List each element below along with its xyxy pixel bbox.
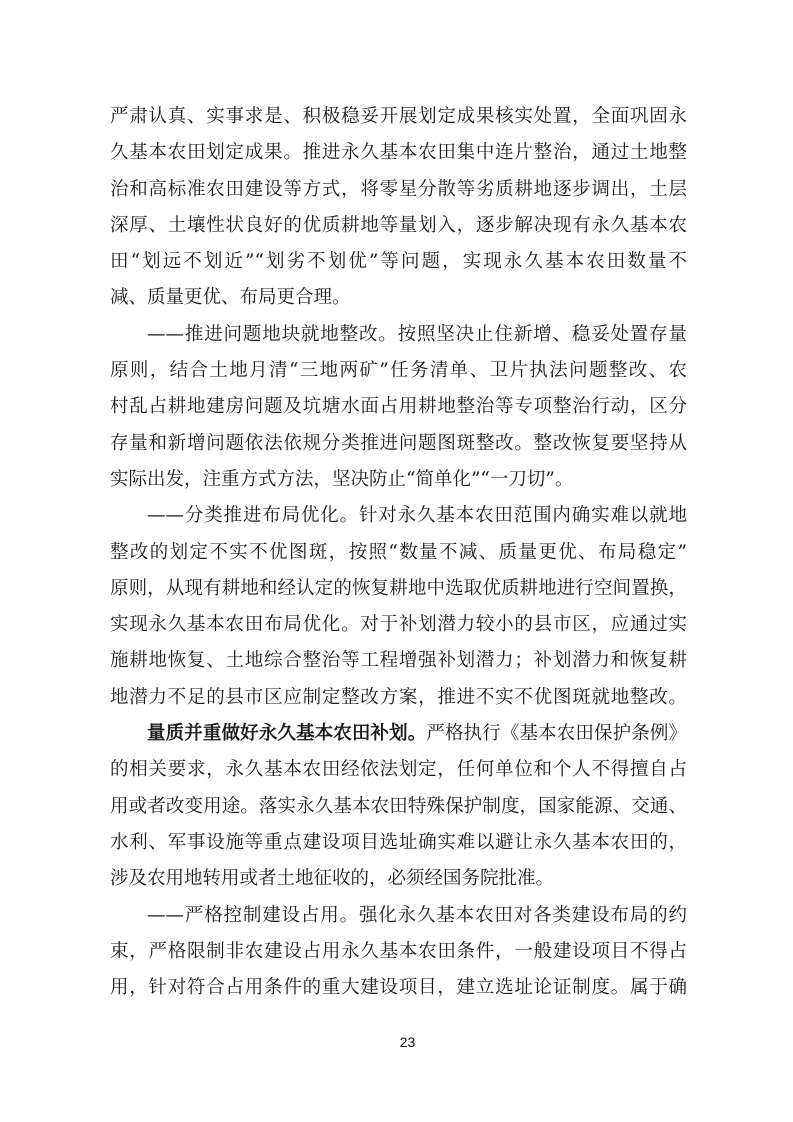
body-text: 的相关要求，永久基本农田经依法划定，任何单位和个人不得擅自占 [110,759,687,781]
body-text: 原则，从现有耕地和经认定的恢复耕地中选取优质耕地进行空间置换， [110,577,687,599]
body-text: 严肃认真、实事求是、积极稳妥开展划定成果核实处置，全面巩固永 [110,106,687,127]
text-line [110,934,687,970]
body-text: 实现永久基本农田布局优化。对于补划潜力较小的县市区，应通过实 [110,614,687,636]
body-text: ——分类推进布局优化。针对永久基本农田范围内确实难以就地 [147,505,687,527]
text-line [110,970,687,1006]
body-text: 用或者改变用途。落实永久基本农田特殊保护制度，国家能源、交通、 [110,795,687,817]
body-text: 治和高标准农田建设等方式，将零星分散等劣质耕地逐步调出，土层 [110,178,687,200]
text-line [110,135,687,171]
text-line [110,498,687,534]
body-text: 田“划远不划近”“划劣不划优”等问题，实现永久基本农田数量不 [110,251,687,273]
text-line [110,317,687,353]
body-text: 存量和新增问题依法依规分类推进问题图斑整改。整改恢复要坚持从 [110,432,687,454]
text-line [110,244,687,280]
text-line [110,389,687,425]
text-line [110,607,687,643]
text-line [110,898,687,934]
text-line [110,99,687,135]
text-line [110,535,687,571]
body-text: 村乱占耕地建房问题及坑塘水面占用耕地整治等专项整治行动，区分 [110,396,687,418]
body-text: 水利、军事设施等重点建设项目选址确实难以避让永久基本农田的， [110,831,687,853]
text-line [110,172,687,208]
body-text: ——严格控制建设占用。强化永久基本农田对各类建设布局的约 [147,904,687,926]
document-body [110,99,687,1006]
text-line [110,426,687,462]
text-line [110,861,687,897]
text-line [110,789,687,825]
body-text: 实际出发，注重方式方法，坚决防止“简单化”“一刀切”。 [110,468,574,490]
text-line [110,353,687,389]
body-text: 整改的划定不实不优图斑，按照“数量不减、质量更优、布局稳定” [110,541,687,563]
text-line [110,680,687,716]
text-line [110,571,687,607]
body-text: 原则，结合土地月清“三地两矿”任务清单、卫片执法问题整改、农 [110,360,687,382]
page-number: 23 [399,1034,416,1050]
body-text: 久基本农田划定成果。推进永久基本农田集中连片整治，通过土地整 [110,142,687,164]
text-line [110,280,687,316]
text-line [110,716,687,752]
body-text: ——推进问题地块就地整改。按照坚决止住新增、稳妥处置存量 [147,323,687,345]
body-text: 用，针对符合占用条件的重大建设项目，建立选址论证制度。属于确 [110,977,687,999]
body-text: 减、质量更优、布局更合理。 [110,287,351,309]
text-line [110,752,687,788]
text-line [110,825,687,861]
text-line [110,462,687,498]
body-text: 施耕地恢复、土地综合整治等工程增强补划潜力；补划潜力和恢复耕 [110,650,687,672]
body-text: 深厚、土壤性状良好的优质耕地等量划入，逐步解决现有永久基本农 [110,214,687,236]
body-text: 涉及农用地转用或者土地征收的，必须经国务院批准。 [110,868,555,890]
bold-lead-text: 量质并重做好永久基本农田补划。 [147,723,427,745]
text-line [110,208,687,244]
body-text: 束，严格限制非农建设占用永久基本农田条件，一般建设项目不得占 [110,940,687,962]
text-line [110,643,687,679]
body-text: 地潜力不足的县市区应制定整改方案，推进不实不优图斑就地整改。 [110,686,687,708]
body-text: 严格执行《基本农田保护条例》 [426,723,687,745]
